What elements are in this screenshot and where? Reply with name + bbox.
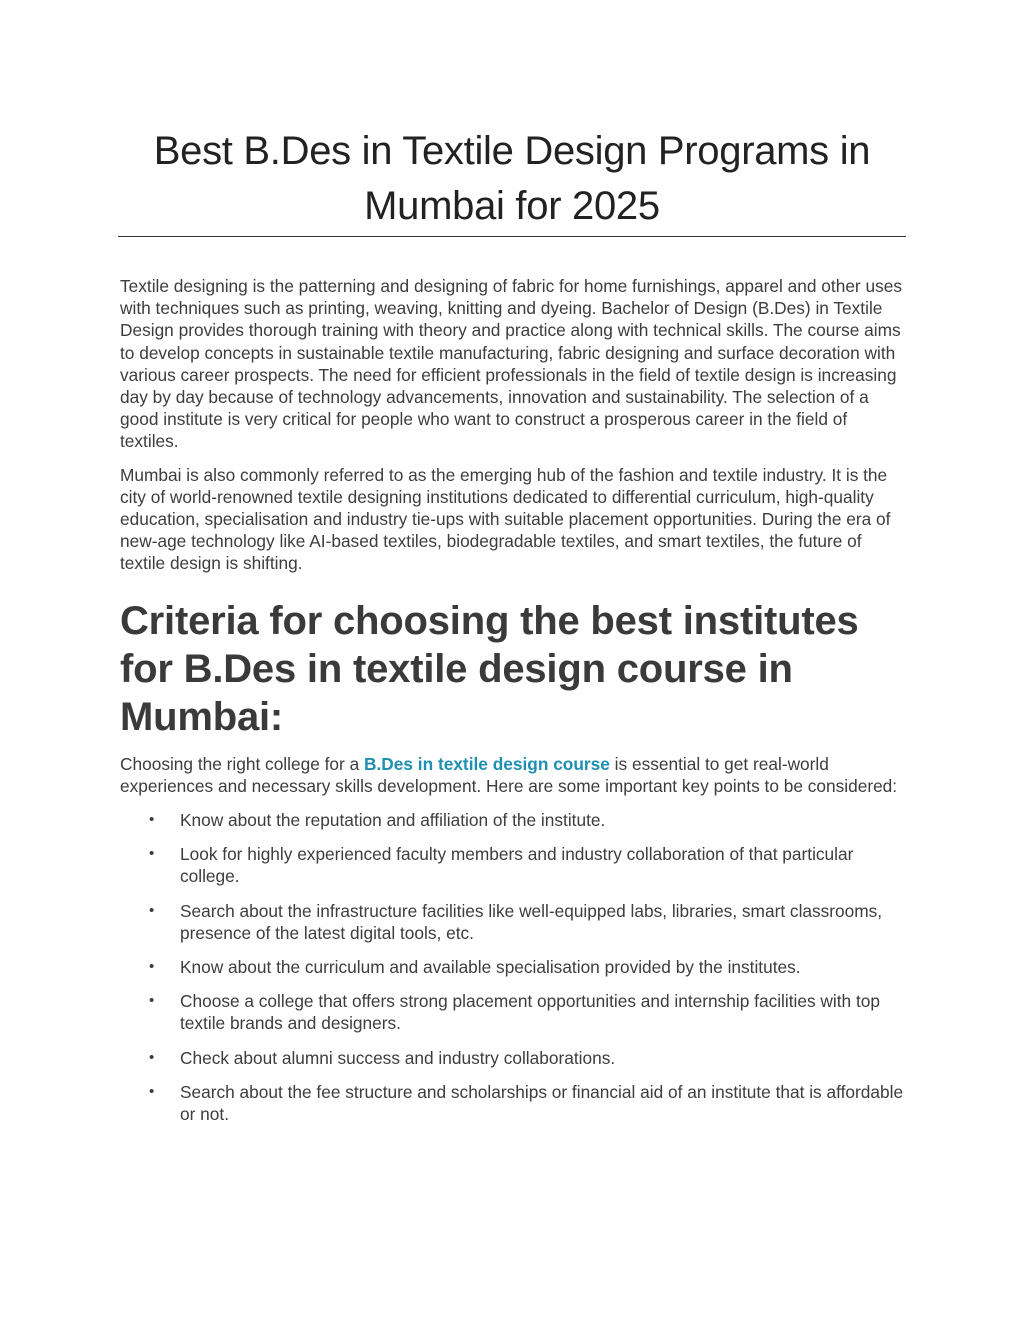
document-title — [118, 124, 906, 234]
list-item-text: Know about the curriculum and available specialisation provided by the institutes. — [180, 957, 801, 978]
section-intro-text-before: Choosing the right college for a — [120, 753, 365, 774]
document-title-line-2: Mumbai for 2025 — [364, 184, 660, 228]
bullet-icon: • — [149, 1082, 155, 1100]
section-intro-paragraph — [120, 753, 906, 797]
list-item-text: Search about the fee structure and scholarships or financial aid of an institute that is affordable or not. — [180, 1081, 904, 1125]
list-item — [120, 1081, 906, 1125]
list-item — [120, 809, 906, 831]
document-body — [120, 275, 906, 1137]
bullet-icon: • — [149, 992, 155, 1010]
mumbai-paragraph: Mumbai is also commonly referred to as the emerging hub of the fashion and textile industry. It is the city of world-renowned textile designing institutions dedicated to differential curriculum, high-quality education, specialisation and industry tie-ups with suitable placement opportunities. During the era of new-age technology like AI-based textiles, biodegradable textiles, and smart textiles, the future of textile design is shifting. — [120, 464, 891, 574]
bullet-icon: • — [149, 958, 155, 976]
list-item — [120, 1047, 906, 1069]
list-item-text: Choose a college that offers strong placement opportunities and internship facilities with top textile brands and designers. — [180, 991, 880, 1034]
document-title-line-1: Best B.Des in Textile Design Programs in — [153, 129, 871, 173]
list-item-text: Search about the infrastructure facilities like well-equipped labs, libraries, smart classrooms, presence of the latest digital tools, etc. — [180, 900, 883, 943]
section-heading: Criteria for choosing the best institutes for B.Des in textile design course in Mumbai: — [120, 598, 859, 739]
criteria-list — [120, 809, 906, 1125]
list-item — [120, 843, 906, 887]
bullet-icon: • — [149, 1048, 155, 1066]
title-divider — [118, 236, 906, 237]
intro-paragraph: Textile designing is the patterning and designing of fabric for home furnishings, apparel and other uses with techniques such as printing, weaving, knitting and dyeing. Bachelor of Design (B.Des) in Textile Design provides thorough training with theory and practice along with technical skills. The course aims to develop concepts in sustainable textile manufacturing, fabric designing and surface decoration with various career prospects. The need for efficient professionals in the field of textile design is increasing day by day because of technology advancements, innovation and sustainability. The selection of a good institute is very critical for people who want to construct a prosperous career in the field of textiles. — [120, 276, 902, 452]
bullet-icon: • — [149, 811, 155, 829]
list-item-text: Look for highly experienced faculty members and industry collaboration of that particular college. — [180, 844, 854, 887]
list-item — [120, 956, 906, 978]
bullet-icon: • — [149, 845, 155, 863]
list-item-text: Check about alumni success and industry collaborations. — [180, 1047, 616, 1068]
list-item-text: Know about the reputation and affiliation of the institute. — [180, 810, 606, 831]
bullet-icon: • — [149, 901, 155, 919]
section-intro-text-after: is essential to get real-world experiences and necessary skills development. Here are some important key points to be considered: — [120, 753, 898, 796]
bdes-textile-course-link[interactable]: B.Des in textile design course — [364, 753, 610, 774]
list-item — [120, 990, 906, 1034]
list-item — [120, 900, 906, 944]
